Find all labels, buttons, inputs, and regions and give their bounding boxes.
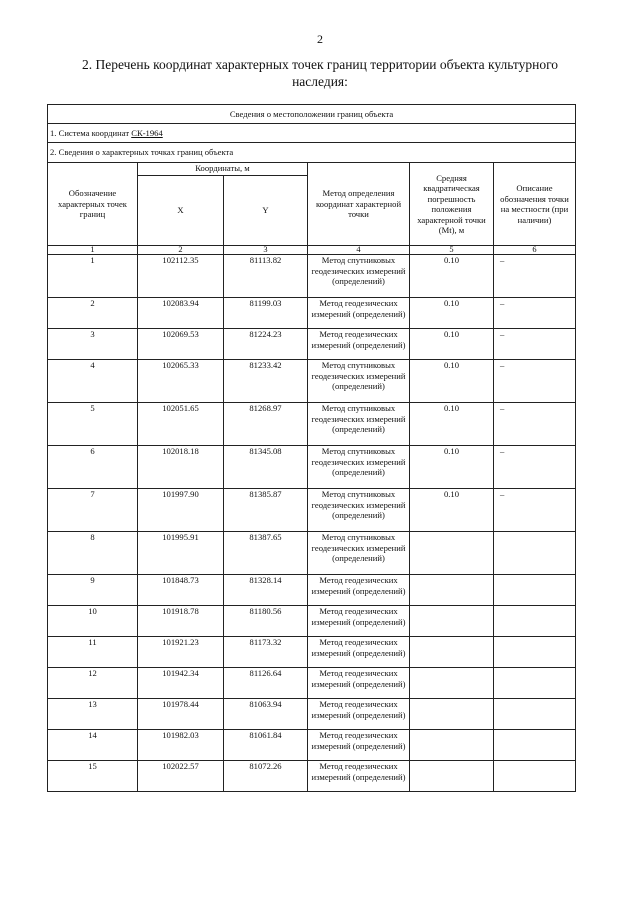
method-cell: Метод спутниковых геодезических измерений (определений) bbox=[308, 532, 410, 575]
point-number-cell: 3 bbox=[48, 329, 138, 360]
description-cell: – bbox=[494, 329, 576, 360]
method-cell: Метод геодезических измерений (определений) bbox=[308, 699, 410, 730]
description-cell: – bbox=[494, 360, 576, 403]
error-cell bbox=[410, 532, 494, 575]
y-coordinate-cell: 81061.84 bbox=[224, 730, 308, 761]
x-coordinate-cell: 102022.57 bbox=[138, 761, 224, 792]
method-cell: Метод геодезических измерений (определений) bbox=[308, 668, 410, 699]
description-cell: – bbox=[494, 298, 576, 329]
description-cell bbox=[494, 761, 576, 792]
table-row bbox=[48, 360, 576, 403]
point-number-cell: 2 bbox=[48, 298, 138, 329]
method-cell: Метод спутниковых геодезических измерений (определений) bbox=[308, 360, 410, 403]
y-coordinate-cell: 81385.87 bbox=[224, 489, 308, 532]
point-number-cell: 15 bbox=[48, 761, 138, 792]
y-coordinate-cell: 81199.03 bbox=[224, 298, 308, 329]
description-cell: – bbox=[494, 489, 576, 532]
table-row bbox=[48, 575, 576, 606]
table-row bbox=[48, 699, 576, 730]
description-cell bbox=[494, 575, 576, 606]
y-coordinate-cell: 81113.82 bbox=[224, 255, 308, 298]
method-cell: Метод спутниковых геодезических измерений (определений) bbox=[308, 403, 410, 446]
point-number-cell: 9 bbox=[48, 575, 138, 606]
header-description: Описание обозначения точки на местности (при наличии) bbox=[494, 163, 576, 246]
method-cell: Метод спутниковых геодезических измерений (определений) bbox=[308, 446, 410, 489]
y-coordinate-cell: 81072.26 bbox=[224, 761, 308, 792]
points-section-title: 2. Сведения о характерных точках границ объекта bbox=[48, 143, 576, 163]
point-number-cell: 10 bbox=[48, 606, 138, 637]
description-cell: – bbox=[494, 446, 576, 489]
table-row bbox=[48, 255, 576, 298]
point-number-cell: 1 bbox=[48, 255, 138, 298]
coord-system-label: 1. Система координат bbox=[50, 127, 132, 138]
error-cell bbox=[410, 730, 494, 761]
error-cell: 0.10 bbox=[410, 360, 494, 403]
x-coordinate-cell: 101978.44 bbox=[138, 699, 224, 730]
table-row bbox=[48, 637, 576, 668]
table-row bbox=[48, 532, 576, 575]
column-number: 6 bbox=[494, 246, 576, 255]
y-coordinate-cell: 81063.94 bbox=[224, 699, 308, 730]
x-coordinate-cell: 101997.90 bbox=[138, 489, 224, 532]
table-row bbox=[48, 329, 576, 360]
section-title-row bbox=[48, 105, 576, 124]
header-method: Метод определения координат характерной точки bbox=[308, 163, 410, 246]
table-row bbox=[48, 730, 576, 761]
header-coords: Координаты, м bbox=[138, 163, 308, 176]
method-cell: Метод геодезических измерений (определений) bbox=[308, 298, 410, 329]
error-cell bbox=[410, 699, 494, 730]
point-number-cell: 8 bbox=[48, 532, 138, 575]
y-coordinate-cell: 81233.42 bbox=[224, 360, 308, 403]
table-row bbox=[48, 298, 576, 329]
x-coordinate-cell: 102112.35 bbox=[138, 255, 224, 298]
method-cell: Метод спутниковых геодезических измерений (определений) bbox=[308, 489, 410, 532]
x-coordinate-cell: 101921.23 bbox=[138, 637, 224, 668]
point-number-cell: 13 bbox=[48, 699, 138, 730]
coordinates-table bbox=[47, 104, 576, 792]
table-row bbox=[48, 606, 576, 637]
y-coordinate-cell: 81224.23 bbox=[224, 329, 308, 360]
point-number-cell: 4 bbox=[48, 360, 138, 403]
error-cell: 0.10 bbox=[410, 489, 494, 532]
header-error: Средняя квадратическая погрешность положения характерной точки (Mt), м bbox=[410, 163, 494, 246]
error-cell bbox=[410, 761, 494, 792]
column-number: 1 bbox=[48, 246, 138, 255]
x-coordinate-cell: 102018.18 bbox=[138, 446, 224, 489]
description-cell bbox=[494, 668, 576, 699]
error-cell bbox=[410, 637, 494, 668]
y-coordinate-cell: 81180.56 bbox=[224, 606, 308, 637]
point-number-cell: 6 bbox=[48, 446, 138, 489]
column-number: 2 bbox=[138, 246, 224, 255]
method-cell: Метод геодезических измерений (определений) bbox=[308, 575, 410, 606]
header-point: Обозначение характерных точек границ bbox=[48, 163, 138, 246]
y-coordinate-cell: 81345.08 bbox=[224, 446, 308, 489]
method-cell: Метод геодезических измерений (определений) bbox=[308, 606, 410, 637]
table-row bbox=[48, 446, 576, 489]
section-title: Сведения о местоположении границ объекта bbox=[48, 105, 576, 124]
description-cell bbox=[494, 637, 576, 668]
description-cell: – bbox=[494, 255, 576, 298]
column-number: 5 bbox=[410, 246, 494, 255]
point-number-cell: 5 bbox=[48, 403, 138, 446]
y-coordinate-cell: 81387.65 bbox=[224, 532, 308, 575]
coord-system-row bbox=[48, 124, 576, 143]
method-cell: Метод геодезических измерений (определений) bbox=[308, 730, 410, 761]
page-number: 2 bbox=[317, 32, 323, 46]
y-coordinate-cell: 81328.14 bbox=[224, 575, 308, 606]
coord-system bbox=[48, 124, 576, 143]
method-cell: Метод геодезических измерений (определений) bbox=[308, 761, 410, 792]
column-number-row bbox=[48, 246, 576, 255]
error-cell bbox=[410, 606, 494, 637]
point-number-cell: 7 bbox=[48, 489, 138, 532]
x-coordinate-cell: 102069.53 bbox=[138, 329, 224, 360]
header-row-1 bbox=[48, 163, 576, 176]
method-cell: Метод спутниковых геодезических измерений (определений) bbox=[308, 255, 410, 298]
x-coordinate-cell: 102051.65 bbox=[138, 403, 224, 446]
error-cell: 0.10 bbox=[410, 446, 494, 489]
error-cell: 0.10 bbox=[410, 329, 494, 360]
column-number: 3 bbox=[224, 246, 308, 255]
description-cell bbox=[494, 532, 576, 575]
x-coordinate-cell: 102083.94 bbox=[138, 298, 224, 329]
description-cell bbox=[494, 606, 576, 637]
method-cell: Метод геодезических измерений (определений) bbox=[308, 329, 410, 360]
table-row bbox=[48, 403, 576, 446]
header-y: Y bbox=[224, 176, 308, 246]
error-cell bbox=[410, 668, 494, 699]
x-coordinate-cell: 102065.33 bbox=[138, 360, 224, 403]
x-coordinate-cell: 101942.34 bbox=[138, 668, 224, 699]
point-number-cell: 14 bbox=[48, 730, 138, 761]
x-coordinate-cell: 101918.78 bbox=[138, 606, 224, 637]
point-number-cell: 11 bbox=[48, 637, 138, 668]
error-cell: 0.10 bbox=[410, 255, 494, 298]
method-cell: Метод геодезических измерений (определений) bbox=[308, 637, 410, 668]
document-title: 2. Перечень координат характерных точек границ территории объекта культурного наследия: bbox=[81, 57, 559, 89]
description-cell bbox=[494, 699, 576, 730]
coord-system-value: СК-1964 bbox=[131, 127, 163, 138]
x-coordinate-cell: 101848.73 bbox=[138, 575, 224, 606]
error-cell: 0.10 bbox=[410, 298, 494, 329]
header-x: X bbox=[138, 176, 224, 246]
description-cell: – bbox=[494, 403, 576, 446]
points-section-row bbox=[48, 143, 576, 163]
point-number-cell: 12 bbox=[48, 668, 138, 699]
error-cell bbox=[410, 575, 494, 606]
description-cell bbox=[494, 730, 576, 761]
y-coordinate-cell: 81126.64 bbox=[224, 668, 308, 699]
table-row bbox=[48, 761, 576, 792]
x-coordinate-cell: 101982.03 bbox=[138, 730, 224, 761]
column-number: 4 bbox=[308, 246, 410, 255]
table-row bbox=[48, 668, 576, 699]
error-cell: 0.10 bbox=[410, 403, 494, 446]
table-row bbox=[48, 489, 576, 532]
y-coordinate-cell: 81173.32 bbox=[224, 637, 308, 668]
x-coordinate-cell: 101995.91 bbox=[138, 532, 224, 575]
y-coordinate-cell: 81268.97 bbox=[224, 403, 308, 446]
